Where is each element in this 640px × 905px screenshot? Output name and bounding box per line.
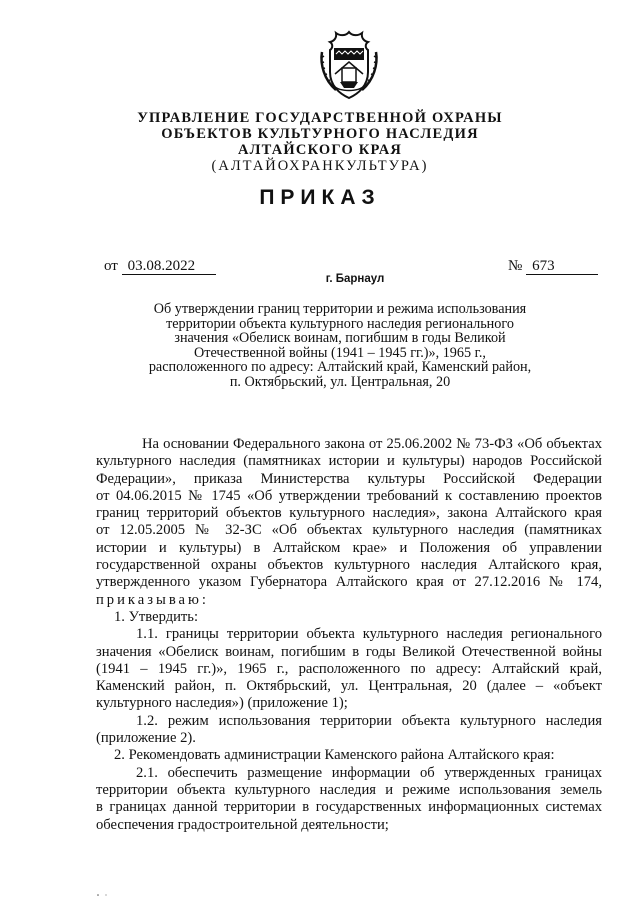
agency-abbreviation: (АЛТАЙОХРАНКУЛЬТУРА): [211, 158, 429, 174]
body-line: государственной охраны объектов культурного наследия Алтайского края,: [96, 557, 602, 574]
item-1-1-line: (1941 – 1945 гг.)», 1965 г., расположенного по адресу: Алтайский край,: [96, 660, 602, 677]
item-2-1-line: обеспечения градостроительной деятельности;: [96, 816, 389, 833]
subject-line: расположенного по адресу: Алтайский край, Каменский район,: [148, 359, 532, 375]
date-value: 03.08.2022: [122, 259, 216, 275]
altai-krai-emblem-icon: [318, 30, 380, 100]
item-2-1-line: 2.1. обеспечить размещение информации об утвержденных границах: [136, 764, 602, 781]
item-1-1-line: 1.1. границы территории объекта культурного наследия регионального: [136, 626, 602, 643]
number-prefix: №: [508, 258, 523, 274]
agency-name-line-2: ОБЪЕКТОВ КУЛЬТУРНОГО НАСЛЕДИЯ: [161, 126, 479, 142]
agency-name-line-3: АЛТАЙСКОГО КРАЯ: [237, 142, 403, 158]
scan-speck-marks: [96, 892, 116, 898]
item-2: 2. Рекомендовать администрации Каменского района Алтайского края:: [114, 747, 555, 764]
item-1-2-line: (приложение 2).: [96, 730, 196, 747]
item-2-1-line: в границах данной территории в государственных информационных системах: [96, 799, 602, 816]
subject-line: Об утверждении границ территории и режима использования: [153, 301, 527, 317]
order-subject: [120, 302, 560, 389]
order-body: [96, 436, 602, 834]
item-1-1-line: значения «Обелиск воинам, погибшим в годы Великой Отечественной войны: [96, 643, 602, 660]
subject-line: значения «Обелиск воинам, погибшим в годы Великой: [174, 330, 506, 346]
body-line: истории и культуры) в Алтайском крае» и Положения об управлении: [96, 539, 602, 556]
item-2-1-line: территории объекта культурного наследия и режиме использования земель: [96, 781, 602, 798]
agency-name-line-1: УПРАВЛЕНИЕ ГОСУДАРСТВЕННОЙ ОХРАНЫ: [137, 110, 503, 126]
body-line: утвержденного указом Губернатора Алтайского края от 27.12.2016 № 174,: [96, 574, 602, 591]
body-line: от 04.06.2015 № 1745 «Об утверждении требований к составлению проектов: [96, 487, 602, 504]
date-prefix: от: [104, 258, 118, 274]
subject-line: территории объекта культурного наследия регионального: [166, 315, 514, 332]
subject-line: Отечественной войны (1941 – 1945 гг.)», 1965 г.,: [194, 344, 486, 361]
subject-line: п. Октябрьский, ул. Центральная, 20: [229, 373, 451, 390]
number-value: 673: [526, 259, 598, 275]
body-line: На основании Федерального закона от 25.06.2002 № 73-ФЗ «Об объектах: [142, 436, 602, 452]
body-line: культурного наследия (памятниках истории и культуры) народов Российской: [96, 453, 602, 470]
item-1-1-line: культурного наследия») (приложение 1);: [96, 695, 348, 712]
order-verb: приказываю:: [96, 591, 209, 608]
body-line: от 12.05.2005 № 32-ЗС «Об объектах культурного наследия (памятниках: [96, 522, 602, 539]
item-1-2-line: 1.2. режим использования территории объекта культурного наследия: [136, 712, 602, 729]
item-1-1-line: Каменский район, п. Октябрьский, ул. Центральная, 20 (далее – «объект: [96, 678, 602, 695]
city-name: г. Барнаул: [325, 273, 385, 285]
document-title: ПРИКАЗ: [259, 186, 381, 209]
body-line: Федерации», приказа Министерства культуры Российской Федерации: [96, 470, 602, 487]
item-1: 1. Утвердить:: [114, 608, 199, 625]
body-line: границ территорий объектов культурного наследия», закона Алтайского края: [96, 505, 602, 522]
